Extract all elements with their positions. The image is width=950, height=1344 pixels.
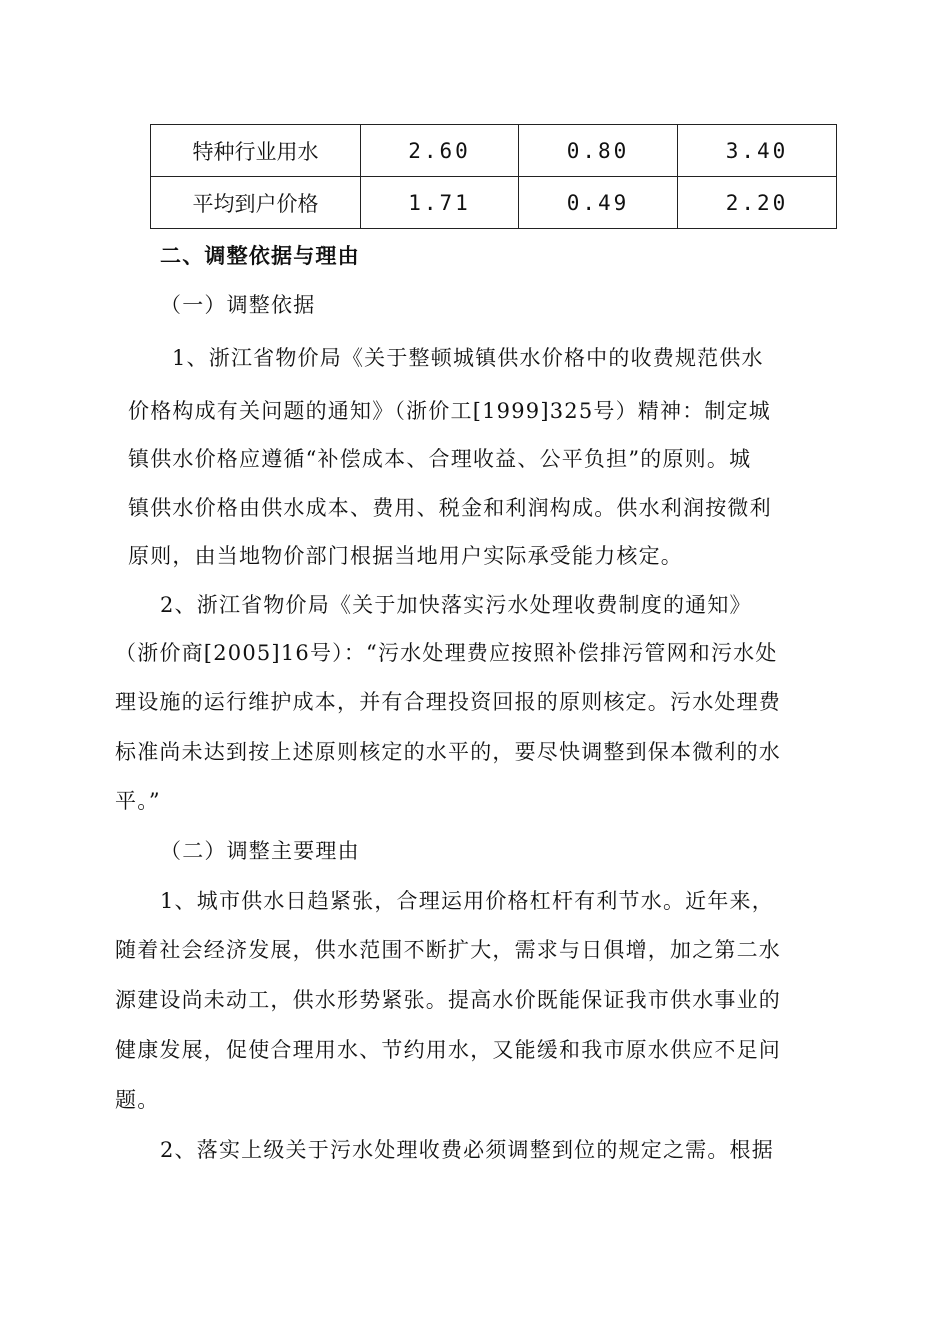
table-row (151, 125, 837, 177)
paragraph-line: 原则，由当地物价部门根据当地用户实际承受能力核定。 (128, 544, 683, 568)
table-cell-category: 平均到户价格 (151, 177, 361, 229)
table-cell-value: 3.40 (678, 125, 837, 177)
table-row (151, 177, 837, 229)
paragraph-line: 标准尚未达到按上述原则核定的水平的，要尽快调整到保本微利的水 (115, 740, 781, 764)
paragraph-line: 源建设尚未动工，供水形势紧张。提高水价既能保证我市供水事业的 (115, 988, 781, 1012)
table-cell-value: 2.20 (678, 177, 837, 229)
table-cell-value: 0.49 (519, 177, 678, 229)
paragraph-line: 平。” (115, 789, 161, 813)
paragraph-line: 1、浙江省物价局《关于整顿城镇供水价格中的收费规范供水 (172, 346, 764, 370)
paragraph-line: 2、浙江省物价局《关于加快落实污水处理收费制度的通知》 (160, 593, 752, 617)
table-cell-value: 0.80 (519, 125, 678, 177)
table-cell-category: 特种行业用水 (151, 125, 361, 177)
paragraph-line: （浙价商[2005]16号）：“污水处理费应按照补偿排污管网和污水处 (115, 641, 778, 665)
paragraph-line: 镇供水价格应遵循“补偿成本、合理收益、公平负担”的原则。城 (128, 447, 752, 471)
subsection-heading-reasons: （二）调整主要理由 (160, 839, 360, 863)
paragraph-line: 随着社会经济发展，供水范围不断扩大，需求与日俱增，加之第二水 (115, 938, 781, 962)
paragraph-line: 价格构成有关问题的通知》（浙价工[1999]325号）精神：制定城 (128, 399, 772, 423)
table-cell-value: 1.71 (361, 177, 519, 229)
paragraph-line: 理设施的运行维护成本，并有合理投资回报的原则核定。污水处理费 (115, 690, 781, 714)
section-heading: 二、调整依据与理由 (160, 243, 360, 268)
paragraph-line: 题。 (115, 1088, 160, 1112)
paragraph-line: 1、城市供水日趋紧张，合理运用价格杠杆有利节水。近年来， (160, 889, 774, 913)
table-cell-value: 2.60 (361, 125, 519, 177)
paragraph-line: 2、落实上级关于污水处理收费必须调整到位的规定之需。根据 (160, 1138, 774, 1162)
paragraph-line: 镇供水价格由供水成本、费用、税金和利润构成。供水利润按微利 (128, 496, 772, 520)
subsection-heading-basis: （一）调整依据 (160, 293, 316, 317)
paragraph-line: 健康发展，促使合理用水、节约用水，又能缓和我市原水供应不足问 (115, 1038, 781, 1062)
price-table (150, 124, 837, 229)
